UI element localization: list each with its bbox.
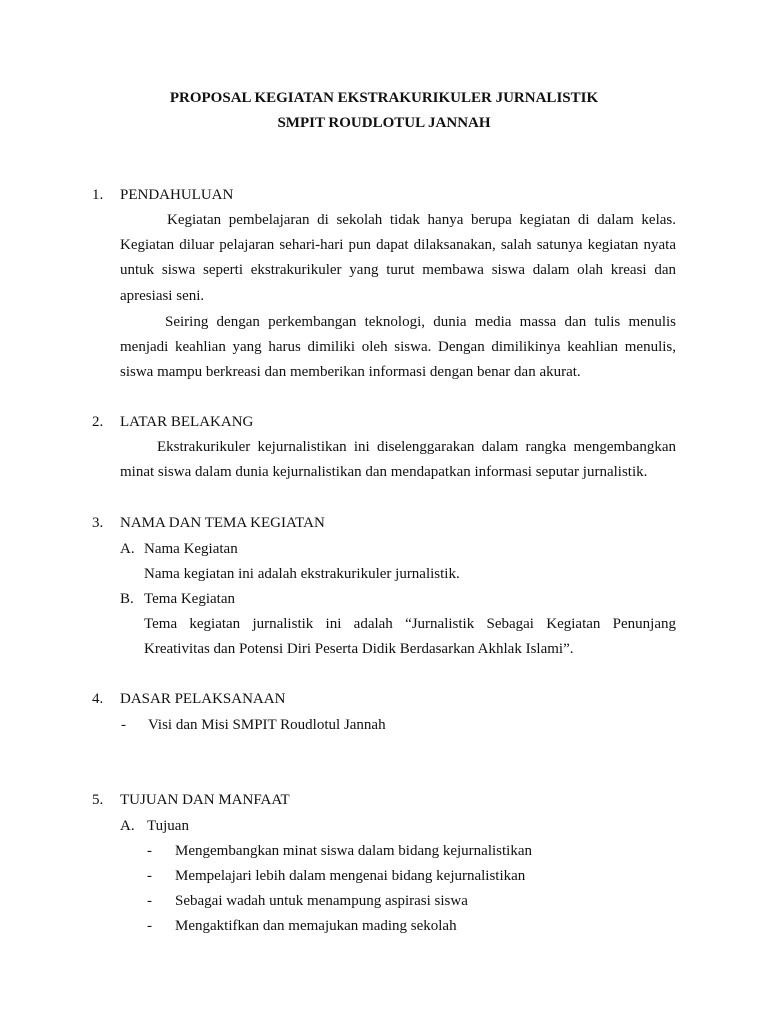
section-3-number: 3. (92, 515, 104, 531)
paragraph-line: Seiring dengan perkembangan teknologi, dunia media massa dan tulis menulis (165, 314, 676, 330)
item-marker: A. (120, 818, 135, 834)
bullet-text: Mengaktifkan dan memajukan mading sekolah (175, 918, 457, 934)
section-1-heading: PENDAHULUAN (120, 187, 234, 203)
paragraph-line: apresiasi seni. (120, 288, 205, 304)
bullet-text: Visi dan Misi SMPIT Roudlotul Jannah (148, 717, 386, 733)
section-1-number: 1. (92, 187, 104, 203)
bullet-text: Sebagai wadah untuk menampung aspirasi siswa (175, 893, 468, 909)
paragraph-line: Tema kegiatan jurnalistik ini adalah “Jurnalistik Sebagai Kegiatan Penunjang (144, 616, 676, 632)
paragraph-line: Nama kegiatan ini adalah ekstrakurikuler jurnalistik. (144, 566, 460, 582)
paragraph-line: Kegiatan pembelajaran di sekolah tidak hanya berupa kegiatan di dalam kelas. (167, 212, 676, 228)
title-line-2: SMPIT ROUDLOTUL JANNAH (277, 115, 491, 131)
bullet-marker: - (147, 893, 152, 909)
paragraph-line: Kegiatan diluar pelajaran sehari-hari pun dapat dilaksanakan, salah satunya kegiatan nyata (120, 237, 676, 253)
bullet-text: Mempelajari lebih dalam mengenai bidang kejurnalistikan (175, 868, 526, 884)
bullet-text: Mengembangkan minat siswa dalam bidang kejurnalistikan (175, 843, 532, 859)
paragraph-line: Kreativitas dan Potensi Diri Peserta Didik Berdasarkan Akhlak Islami”. (144, 641, 574, 657)
paragraph-line: siswa mampu berkreasi dan memberikan informasi dengan benar dan akurat. (120, 364, 581, 380)
section-5-number: 5. (92, 792, 104, 808)
paragraph-line: Ekstrakurikuler kejurnalistikan ini diselenggarakan dalam rangka mengembangkan (157, 439, 676, 455)
bullet-marker: - (147, 868, 152, 884)
item-marker: B. (120, 591, 134, 607)
paragraph-line: untuk siswa seperti ekstrakurikuler yang turut membawa siswa dalam olah kreasi dan (120, 262, 676, 278)
item-label: Tujuan (147, 818, 189, 834)
section-2-number: 2. (92, 414, 104, 430)
title-line-1: PROPOSAL KEGIATAN EKSTRAKURIKULER JURNALISTIK (169, 90, 599, 106)
section-2-heading: LATAR BELAKANG (120, 414, 254, 430)
item-label: Nama Kegiatan (144, 541, 238, 557)
section-4-heading: DASAR PELAKSANAAN (120, 691, 286, 707)
section-3-heading: NAMA DAN TEMA KEGIATAN (120, 515, 325, 531)
section-4-number: 4. (92, 691, 104, 707)
paragraph-line: menjadi keahlian yang harus dimiliki oleh siswa. Dengan dimilikinya keahlian menulis, (120, 339, 676, 355)
bullet-marker: - (121, 717, 126, 733)
bullet-marker: - (147, 843, 152, 859)
bullet-marker: - (147, 918, 152, 934)
paragraph-line: minat siswa dalam dunia kejurnalistikan dan mendapatkan informasi seputar jurnalistik. (120, 464, 648, 480)
section-5-heading: TUJUAN DAN MANFAAT (120, 792, 290, 808)
item-marker: A. (120, 541, 135, 557)
item-label: Tema Kegiatan (144, 591, 235, 607)
